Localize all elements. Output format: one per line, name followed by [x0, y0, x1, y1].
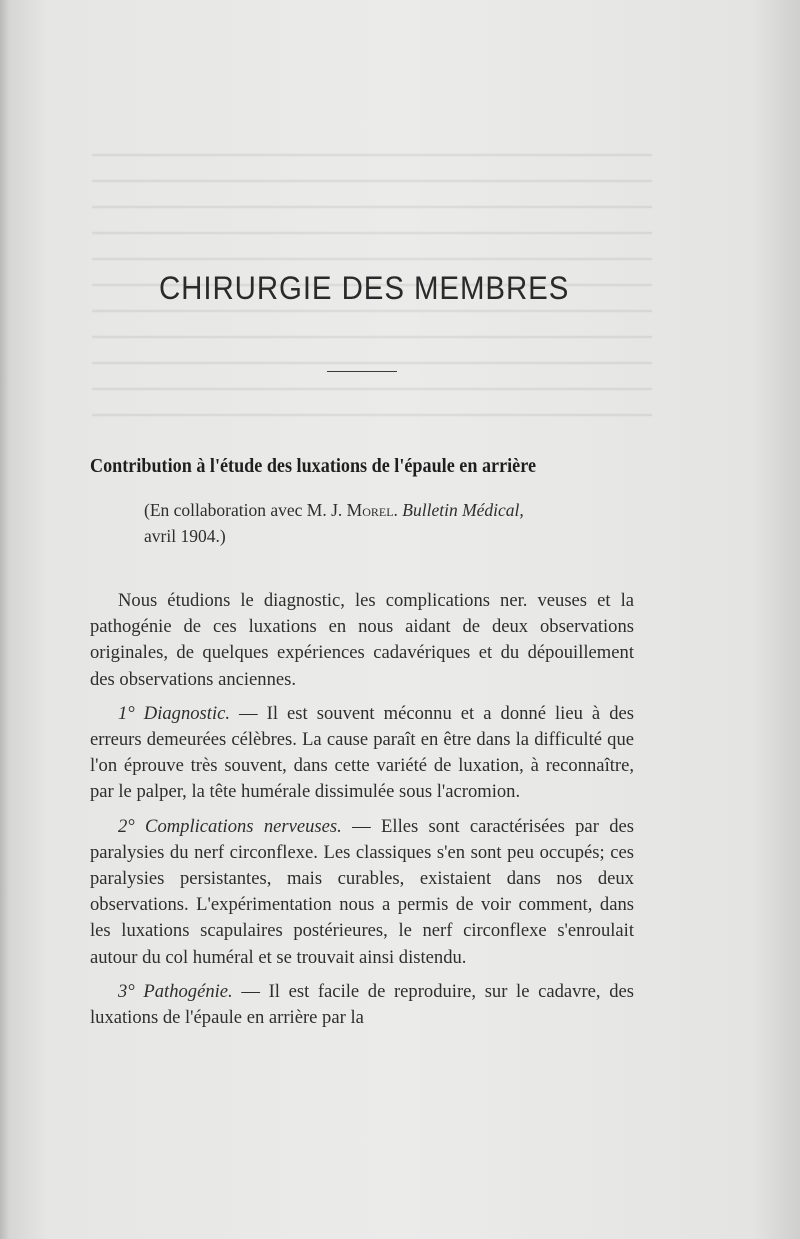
paragraph-label: 1° Diagnostic. [118, 702, 231, 724]
paragraph-dash: — [232, 980, 269, 1002]
page-edge-shadow [0, 0, 10, 1239]
section-title: CHIRURGIE DES MEMBRES [159, 270, 570, 306]
paragraph-text: Il est souvent méconnu et a donné lieu à des erreurs demeurées célèbres. La cause paraît en être dans la difficulté que l'on éprouve très souvent, dans cette variété de luxation, à reconnaître, par le palper, la tête humérale dissimulée sous l'acromion. [90, 702, 634, 803]
source-prefix: (En collaboration avec M. J. [144, 500, 347, 520]
paragraph-complications [90, 814, 634, 971]
article-body [90, 588, 634, 1039]
paragraph-dash: — [230, 702, 267, 724]
source-date: avril 1904.) [144, 526, 226, 546]
source-journal: Bulletin Médical, [402, 500, 524, 520]
paragraph-dash: — [341, 815, 382, 837]
paragraph-text: Nous étudions le diagnostic, les complications ner. veuses et la pathogénie de ces luxations en nous aidant de deux observations originales, de quelques expériences cadavériques et du dépouillement des observations anciennes. [90, 590, 634, 690]
paragraph-diagnostic [90, 701, 634, 806]
paragraph-intro [90, 588, 634, 693]
paragraph-label: 3° Pathogénie. [118, 980, 233, 1002]
title-divider [327, 371, 397, 372]
paragraph-text: Il est facile de reproduire, sur le cadavre, des luxations de l'épaule en arrière par la [90, 980, 634, 1029]
paragraph-pathogenie [90, 979, 634, 1031]
source-author: Morel [346, 500, 394, 520]
source-separator: . [393, 500, 403, 520]
paragraph-text: Elles sont caractérisées par des paralysies du nerf circonflexe. Les classiques s'en sont peu occupés; ces paralysies persistantes, mais curables, existaient dans nos deux observations. L'expérimentation nous a permis de voir comment, dans les luxations scapulaires postérieures, le nerf circonflexe s'enroulait autour du col huméral et se trouvait ainsi distendu. [90, 815, 634, 968]
paragraph-label: 2° Complications nerveuses. [118, 815, 342, 837]
article-title: Contribution à l'étude des luxations de l'épaule en arrière [90, 456, 536, 477]
article-source [144, 497, 644, 549]
